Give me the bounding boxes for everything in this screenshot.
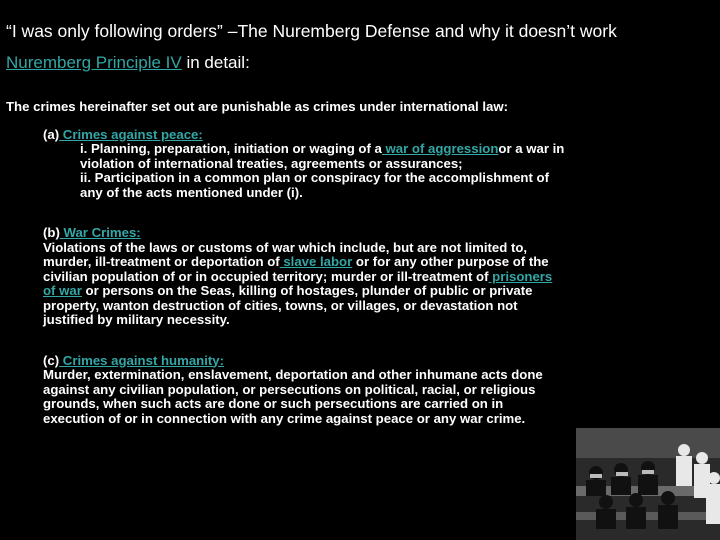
section-b-prefix: (b) (43, 225, 60, 240)
slide-subtitle (6, 52, 250, 74)
section-c-text: Murder, extermination, enslavement, deportation and other inhumane acts done against any civilian population, or persecutions on political, racial, or religious grounds, when such acts are done or such persecutions are carried on in execution of or in connection with any crime against peace or any war crime. (43, 367, 543, 426)
section-a-item-i (80, 142, 566, 171)
crimes-against-humanity-link[interactable]: Crimes against humanity: (59, 352, 225, 368)
war-crimes-link[interactable]: War Crimes: (59, 225, 141, 240)
war-of-aggression-link[interactable]: war of aggression (381, 141, 499, 156)
nuremberg-principle-iv-link[interactable]: Nuremberg Principle IV (6, 53, 182, 72)
section-c-prefix: (c) (43, 352, 60, 368)
trial-photo-image (576, 428, 720, 540)
slide-title: “I was only following orders” –The Nuremberg Defense and why it doesn’t work (6, 21, 617, 41)
section-b-text2: or for any other purpose of the civilian population of or in occupied territory; murder or ill-treatment of (43, 254, 549, 284)
crimes-against-peace-link[interactable]: Crimes against peace: (59, 126, 203, 142)
prisoners-of-war-link[interactable]: prisoners of war (43, 268, 553, 298)
item-i-rest: or a war in violation of international treaties, agreements or assurances; (80, 141, 565, 171)
item-i-lead: i. Planning, preparation, initiation or waging of a (80, 141, 382, 156)
section-a-prefix: (a) (43, 126, 60, 142)
principle-text (6, 100, 566, 426)
slave-labor-link[interactable]: slave labor (279, 254, 353, 269)
intro-text: The crimes hereinafter set out are punishable as crimes under international law: (6, 99, 509, 114)
section-a-item-ii: ii. Participation in a common plan or conspiracy for the accomplishment of any of the acts mentioned under (i). (80, 170, 549, 200)
section-b-text3: or persons on the Seas, killing of hostages, plunder of public or private property, wanton destruction of cities, towns, or villages, or devastation not justified by military necessity. (43, 283, 533, 327)
section-a-heading (43, 128, 566, 143)
nuremberg-trial-photo (576, 428, 720, 540)
section-b-text1: Violations of the laws or customs of war which include, but are not limited to, murder, ill-treatment or deportation of (43, 239, 528, 269)
section-c (43, 354, 566, 427)
section-b (43, 226, 566, 328)
subtitle-rest: in detail: (181, 53, 250, 72)
